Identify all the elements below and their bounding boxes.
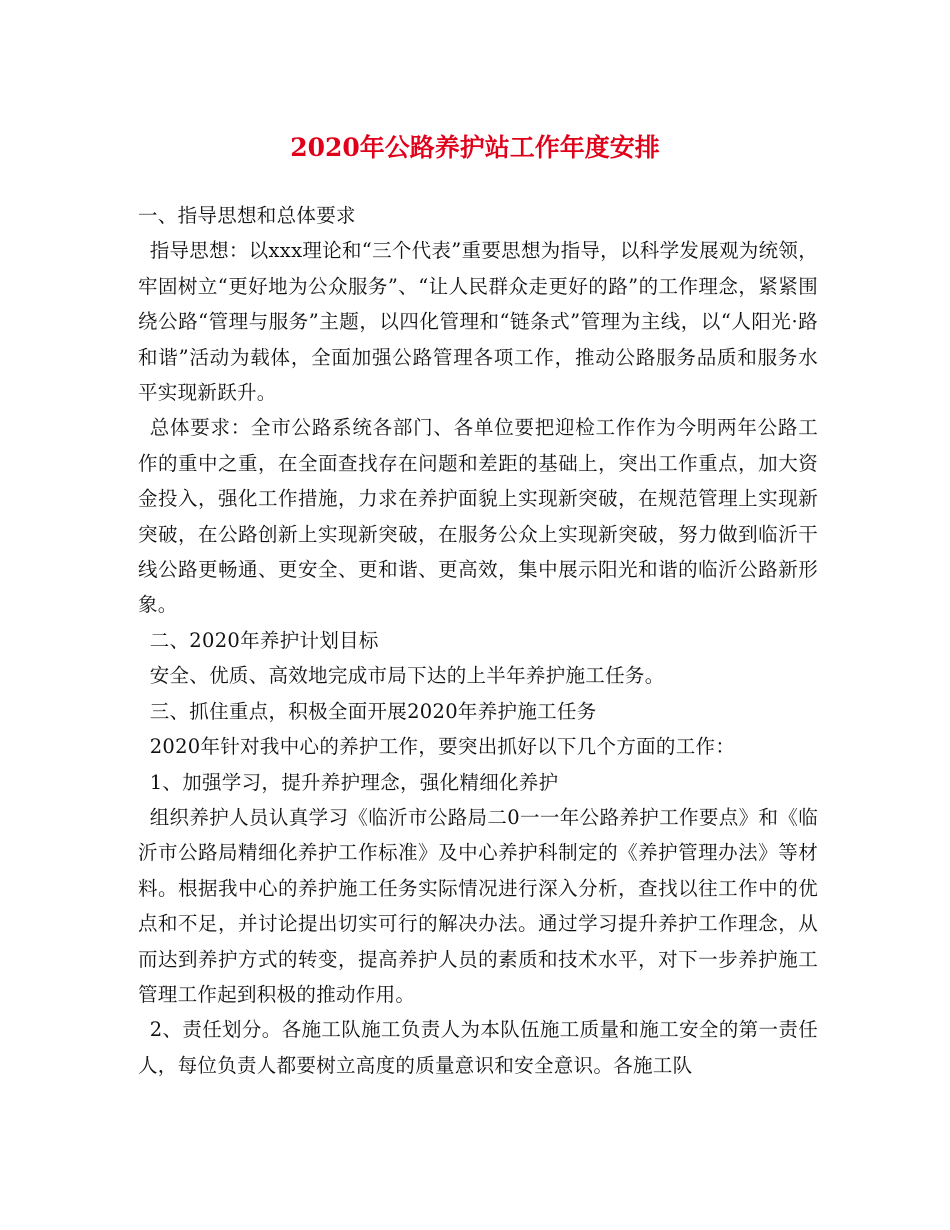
- paragraph-overall-requirements: 总体要求：全市公路系统各部门、各单位要把迎检工作作为今明两年公路工作的重中之重，在全面查找存在问题和差距的基础上，突出工作重点，加大资金投入，强化工作措施，力求在养护面貌上实现新突破，在规范管理上实现新突破，在公路创新上实现新突破，在服务公众上实现新突破，努力做到临沂干线公路更畅通、更安全、更和谐、更高效，集中展示阳光和谐的临沂公路新形象。: [138, 416, 818, 617]
- paragraph-plan-target: 安全、优质、高效地完成市局下达的上半年养护施工任务。: [149, 664, 665, 688]
- section-heading-2: 二、2020年养护计划目标: [149, 628, 379, 652]
- section-heading-1: 一、指导思想和总体要求: [138, 204, 356, 227]
- paragraph-responsibility: 2、责任划分。各施工队施工负责人为本队伍施工质量和施工安全的第一责任人，每位负责人都要树立高度的质量意识和安全意识。各施工队: [138, 1018, 818, 1077]
- document-title: 2020年公路养护站工作年度安排: [290, 133, 660, 162]
- paragraph-key-work-intro: 2020年针对我中心的养护工作，要突出抓好以下几个方面的工作：: [149, 735, 736, 759]
- paragraph-guiding-ideology: 指导思想：以xxx理论和“三个代表”重要思想为指导，以科学发展观为统领，牢固树立“更好地为公众服务”、“让人民群众走更好的路”的工作理念，紧紧围绕公路“管理与服务”主题，以四化管理和“链条式”管理为主线，以“人阳光·路和谐”活动为载体，全面加强公路管理各项工作，推动公路服务品质和服务水平实现新跃升。: [138, 239, 818, 405]
- section-heading-3: 三、抓住重点，积极全面开展2020年养护施工任务: [149, 699, 597, 723]
- paragraph-learning: 组织养护人员认真学习《临沂市公路局二0一一年公路养护工作要点》和《临沂市公路局精细化养护工作标准》及中心养护科制定的《养护管理办法》等材料。根据我中心的养护施工任务实际情况进行深入分析，查找以往工作中的优点和不足，并讨论提出切实可行的解决办法。通过学习提升养护工作理念，从而达到养护方式的转变，提高养护人员的素质和技术水平，对下一步养护施工管理工作起到积极的推动作用。: [138, 805, 818, 1006]
- document-body: [138, 198, 818, 1083]
- subheading-learning: 1、加强学习，提升养护理念，强化精细化养护: [149, 770, 559, 794]
